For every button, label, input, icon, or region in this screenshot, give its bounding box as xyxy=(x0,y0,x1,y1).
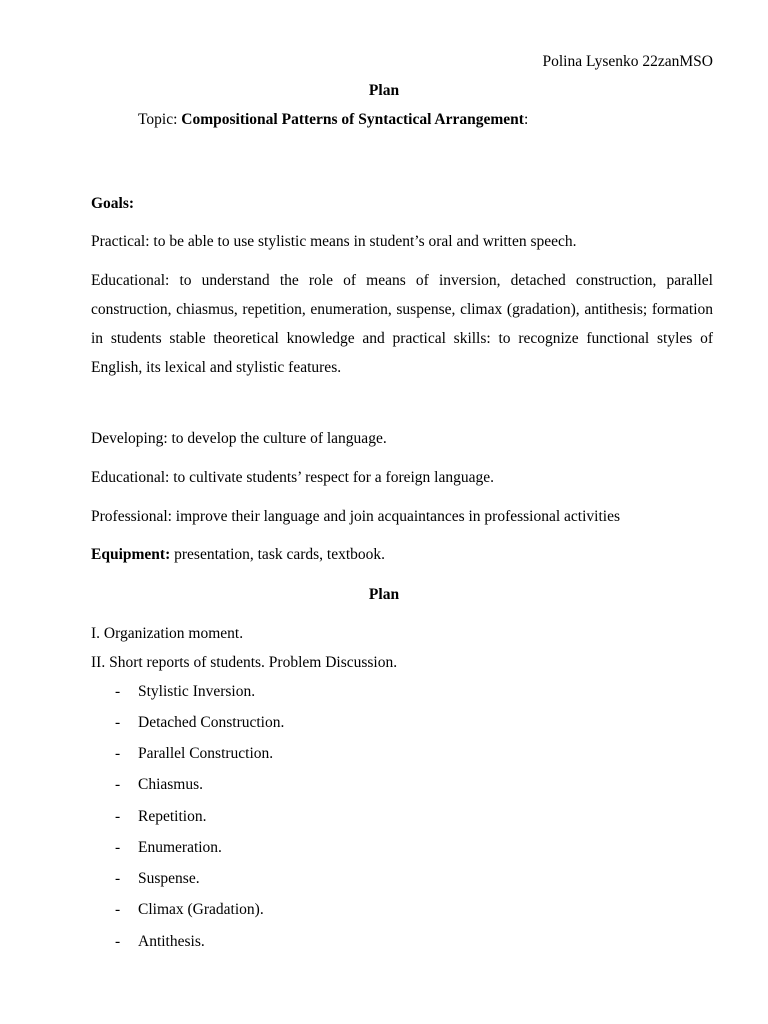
list-item-text: Detached Construction. xyxy=(138,714,285,731)
list-item xyxy=(115,869,200,889)
equipment-label: Equipment: xyxy=(91,546,171,563)
list-dash: - xyxy=(115,901,121,918)
list-item-text: Antithesis. xyxy=(138,933,205,950)
plan-item-organization: I. Organization moment. xyxy=(91,625,244,642)
list-item-text: Stylistic Inversion. xyxy=(138,683,256,700)
plan-item-short-reports: II. Short reports of students. Problem Discussion. xyxy=(91,654,398,671)
goals-heading: Goals: xyxy=(91,195,135,212)
list-item-text: Suspense. xyxy=(138,870,200,887)
list-item xyxy=(115,900,264,920)
goal-professional: Professional: improve their language and join acquaintances in professional activities xyxy=(91,508,620,525)
list-item xyxy=(115,807,206,827)
plan-heading: Plan xyxy=(368,586,400,603)
list-dash: - xyxy=(115,808,121,825)
list-item-text: Parallel Construction. xyxy=(138,745,274,762)
goal-educational: Educational: to understand the role of means of inversion, detached construction, parallel construction, chiasmus, repetition, enumeration, suspense, climax (gradation), antithesis; formation in students stable theoretical knowledge and practical skills: to recognize functional styles of English, its lexical and stylistic features. xyxy=(91,272,713,376)
goal-developing: Developing: to develop the culture of language. xyxy=(91,430,387,447)
list-item xyxy=(115,713,284,733)
goal-practical: Practical: to be able to use stylistic means in student’s oral and written speech. xyxy=(91,233,577,250)
list-item xyxy=(115,838,222,858)
topic-suffix: : xyxy=(523,111,529,128)
list-dash: - xyxy=(115,933,121,950)
list-dash: - xyxy=(115,683,121,700)
list-item xyxy=(115,775,203,795)
topic-line xyxy=(138,110,528,130)
goal-educational-respect: Educational: to cultivate students’ respect for a foreign language. xyxy=(91,469,494,486)
equipment-text: presentation, task cards, textbook. xyxy=(170,546,386,563)
list-item-text: Chiasmus. xyxy=(138,776,204,793)
list-dash: - xyxy=(115,745,121,762)
author-line: Polina Lysenko 22zanMSO xyxy=(542,53,713,70)
list-item-text: Enumeration. xyxy=(138,839,222,856)
list-item-text: Repetition. xyxy=(138,808,207,825)
list-item xyxy=(115,932,205,952)
equipment-line xyxy=(91,540,713,569)
list-item xyxy=(115,682,255,702)
topic-label: Topic: xyxy=(138,111,182,128)
page-title: Plan xyxy=(368,82,400,99)
list-item-text: Climax (Gradation). xyxy=(138,901,264,918)
topic-text: Compositional Patterns of Syntactical Arrangement xyxy=(181,111,524,128)
list-dash: - xyxy=(115,870,121,887)
list-dash: - xyxy=(115,776,121,793)
list-item xyxy=(115,744,273,764)
list-dash: - xyxy=(115,839,121,856)
list-dash: - xyxy=(115,714,121,731)
